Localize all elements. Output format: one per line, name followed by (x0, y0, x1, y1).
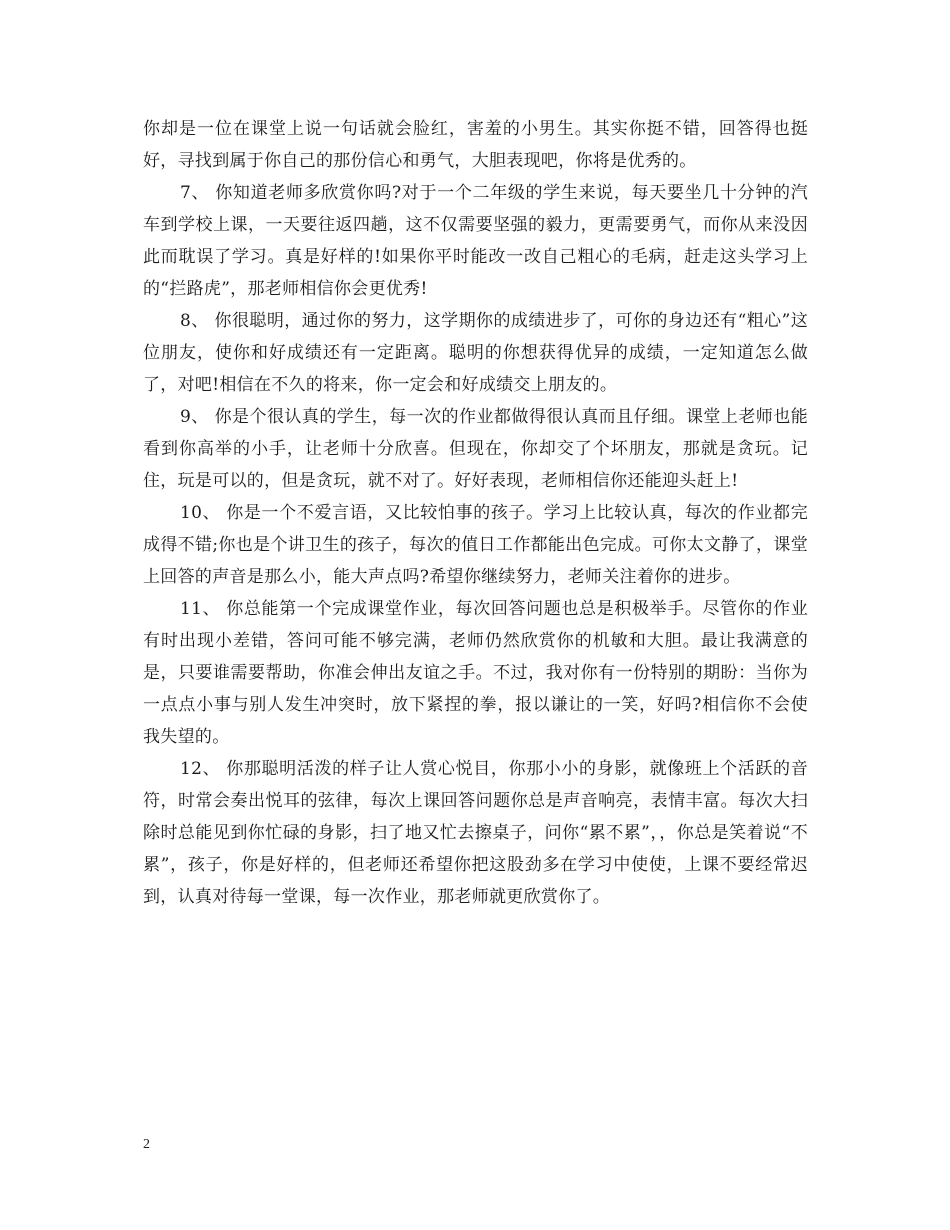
paragraph-continuation: 你却是一位在课堂上说一句话就会脸红，害羞的小男生。其实你挺不错，回答得也挺好，寻找到属于你自己的那份信心和勇气，大胆表现吧，你将是优秀的。 (143, 119, 808, 171)
paragraph-item-10: 10、 你是一个不爱言语，又比较怕事的孩子。学习上比较认真，每次的作业都完成得不错;你也是个讲卫生的孩子，每次的值日工作都能出色完成。可你太文静了，课堂上回答的声音是那么小，能大声点吗?希望你继续努力，老师关注着你的进步。 (143, 503, 808, 587)
page-number: 2 (143, 1137, 150, 1152)
paragraph-item-7: 7、 你知道老师多欣赏你吗?对于一个二年级的学生来说，每天要坐几十分钟的汽车到学校上课，一天要往返四趟，这不仅需要坚强的毅力，更需要勇气，而你从来没因此而耽误了学习。真是好样的!如果你平时能改一改自己粗心的毛病，赶走这头学习上的“拦路虎”，那老师相信你会更优秀! (143, 183, 808, 299)
paragraph-item-12: 12、 你那聪明活泼的样子让人赏心悦目，你那小小的身影，就像班上个活跃的音符，时常会奏出悦耳的弦律，每次上课回答问题你总是声音响亮，表情丰富。每次大扫除时总能见到你忙碌的身影，扫了地又忙去擦桌子，问你“累不累”，，你总是笑着说“不累”，孩子，你是好样的，但老师还希望你把这股劲多在学习中使使，上课不要经常迟到，认真对待每一堂课，每一次作业，那老师就更欣赏你了。 (143, 759, 808, 907)
document-body (143, 113, 808, 913)
paragraph-item-11: 11、 你总能第一个完成课堂作业，每次回答问题也总是积极举手。尽管你的作业有时出现小差错，答问可能不够完满，老师仍然欣赏你的机敏和大胆。最让我满意的是，只要谁需要帮助，你准会伸出友谊之手。不过，我对你有一份特别的期盼：当你为一点点小事与别人发生冲突时，放下紧捏的拳，报以谦让的一笑，好吗?相信你不会使我失望的。 (143, 599, 808, 747)
paragraph-item-9: 9、 你是个很认真的学生，每一次的作业都做得很认真而且仔细。课堂上老师也能看到你高举的小手，让老师十分欣喜。但现在，你却交了个坏朋友，那就是贪玩。记住，玩是可以的，但是贪玩，就不对了。好好表现，老师相信你还能迎头赶上! (143, 407, 808, 491)
paragraph-item-8: 8、 你很聪明，通过你的努力，这学期你的成绩进步了，可你的身边还有“粗心”这位朋友，使你和好成绩还有一定距离。聪明的你想获得优异的成绩，一定知道怎么做了，对吧!相信在不久的将来，你一定会和好成绩交上朋友的。 (143, 311, 808, 395)
